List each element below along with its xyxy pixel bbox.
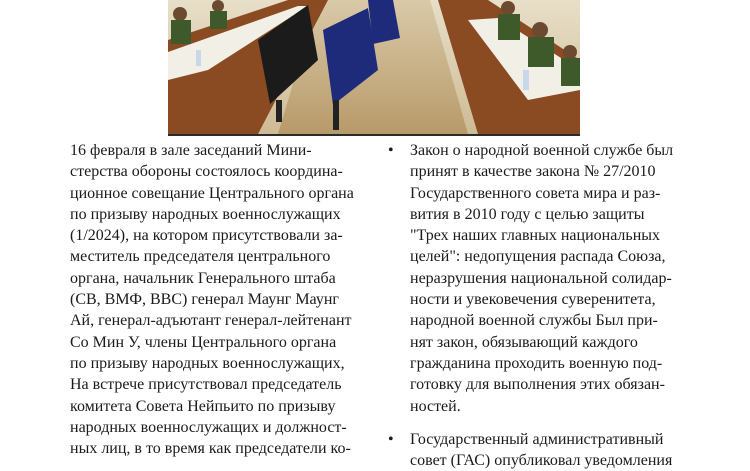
text-line: Закон о народной военной службе был xyxy=(410,142,674,159)
article-paragraph xyxy=(48,140,362,459)
bullet-item xyxy=(388,140,704,417)
text-line: целей": недопущения распада Союза, xyxy=(410,248,666,266)
text-line: нят закон, обязывающий каждого xyxy=(410,333,638,351)
text-line: по призыву народных военнослужащих xyxy=(70,205,341,223)
text-line: (СВ, ВМФ, ВВС) генерал Маунг Маунг xyxy=(70,291,339,309)
text-line: гражданина проходить военную под- xyxy=(410,354,663,372)
text-line: Ай, генерал-адъютант генерал-лейтенант xyxy=(70,312,352,330)
text-line: народных военнослужащих и должност- xyxy=(70,418,347,436)
text-line: вития в 2010 году с целью защиты xyxy=(410,205,645,223)
text-line: меститель председателя центрального xyxy=(70,248,331,266)
text-line: (1/2024), на котором присутствовали за- xyxy=(70,227,343,245)
bullet-icon: • xyxy=(388,430,394,448)
text-line: На встрече присутствовал председатель xyxy=(70,376,342,394)
text-line: ных лиц, в то время как председатели ко- xyxy=(70,440,351,458)
text-line: ностей. xyxy=(410,397,461,415)
meeting-photo xyxy=(168,0,580,136)
text-line: ционное совещание Центрального органа xyxy=(70,184,354,202)
text-line: Государственного совета мира и раз- xyxy=(410,184,661,202)
text-line: принят в качестве закона № 27/2010 xyxy=(410,163,656,181)
text-line: по призыву народных военнослужащих, xyxy=(70,354,345,372)
text-line: "Трех наших главных национальных xyxy=(410,227,661,245)
left-column xyxy=(48,140,362,459)
text-line: ности и увековечения суверенитета, xyxy=(410,291,656,309)
text-line: готовку для выполнения этих обязан- xyxy=(410,376,665,394)
text-line: народной военной службы Был при- xyxy=(410,312,658,330)
right-column xyxy=(388,140,704,471)
text-line: комитета Совета Нейпьито по призыву xyxy=(70,397,336,415)
text-line: Со Мин У, члены Центрального органа xyxy=(70,333,337,351)
text-line: неразрушения национальной солидар- xyxy=(410,269,672,287)
text-line: Государственный административный xyxy=(410,430,664,448)
bullet-icon: • xyxy=(388,142,394,159)
bullet-item xyxy=(388,429,704,471)
text-line: 16 февраля в зале заседаний Мини- xyxy=(70,142,312,159)
text-line: органа, начальник Генерального штаба xyxy=(70,269,336,287)
meeting-room-photo-icon xyxy=(168,0,580,134)
text-line: стерства обороны состоялось координа- xyxy=(70,163,343,181)
text-line: совет (ГАС) опубликовал уведомления xyxy=(410,452,673,470)
